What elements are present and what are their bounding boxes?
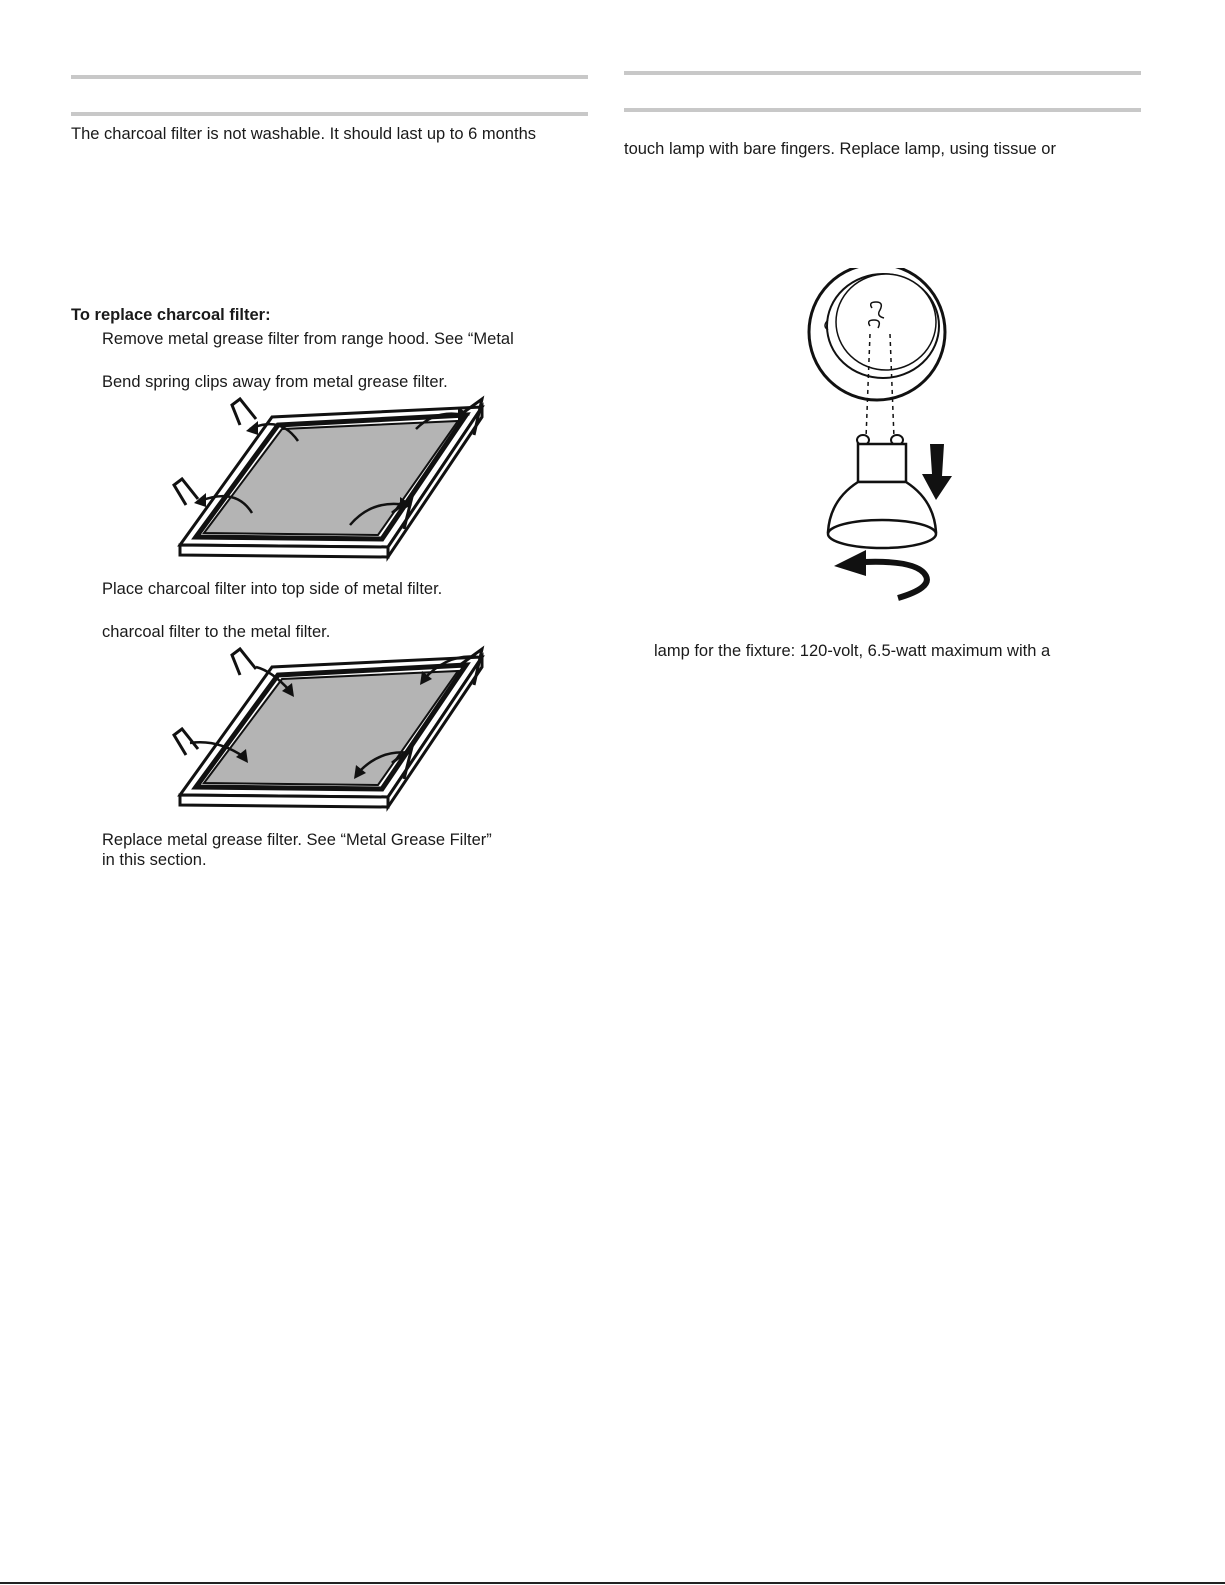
step-attach-charcoal: charcoal filter to the metal filter. — [102, 623, 331, 641]
lamp-spec-text: lamp for the fixture: 120-volt, 6.5-watt maximum with a — [654, 642, 1051, 660]
lamp-handling-text: touch lamp with bare fingers. Replace lamp, using tissue or — [624, 140, 1056, 158]
section-rule-bottom-right — [624, 108, 1141, 112]
section-rule-top-right — [624, 71, 1141, 75]
step-replace-grease-filter-cont: in this section. — [102, 851, 207, 869]
replace-charcoal-heading: To replace charcoal filter: — [71, 306, 271, 324]
charcoal-intro-text: The charcoal filter is not washable. It should last up to 6 months — [71, 125, 536, 143]
lamp-replacement-illustration — [800, 268, 970, 608]
clips-secured-illustration — [160, 645, 500, 815]
page-bottom-border — [0, 1582, 1225, 1584]
step-bend-clips: Bend spring clips away from metal grease filter. — [102, 373, 448, 391]
step-replace-grease-filter: Replace metal grease filter. See “Metal Grease Filter” — [102, 831, 492, 849]
step-place-charcoal: Place charcoal filter into top side of metal filter. — [102, 580, 443, 598]
section-rule-bottom-left — [71, 112, 588, 116]
clips-bent-illustration — [160, 395, 500, 565]
step-remove-grease-filter: Remove metal grease filter from range hood. See “Metal — [102, 330, 514, 348]
section-rule-top-left — [71, 75, 588, 79]
